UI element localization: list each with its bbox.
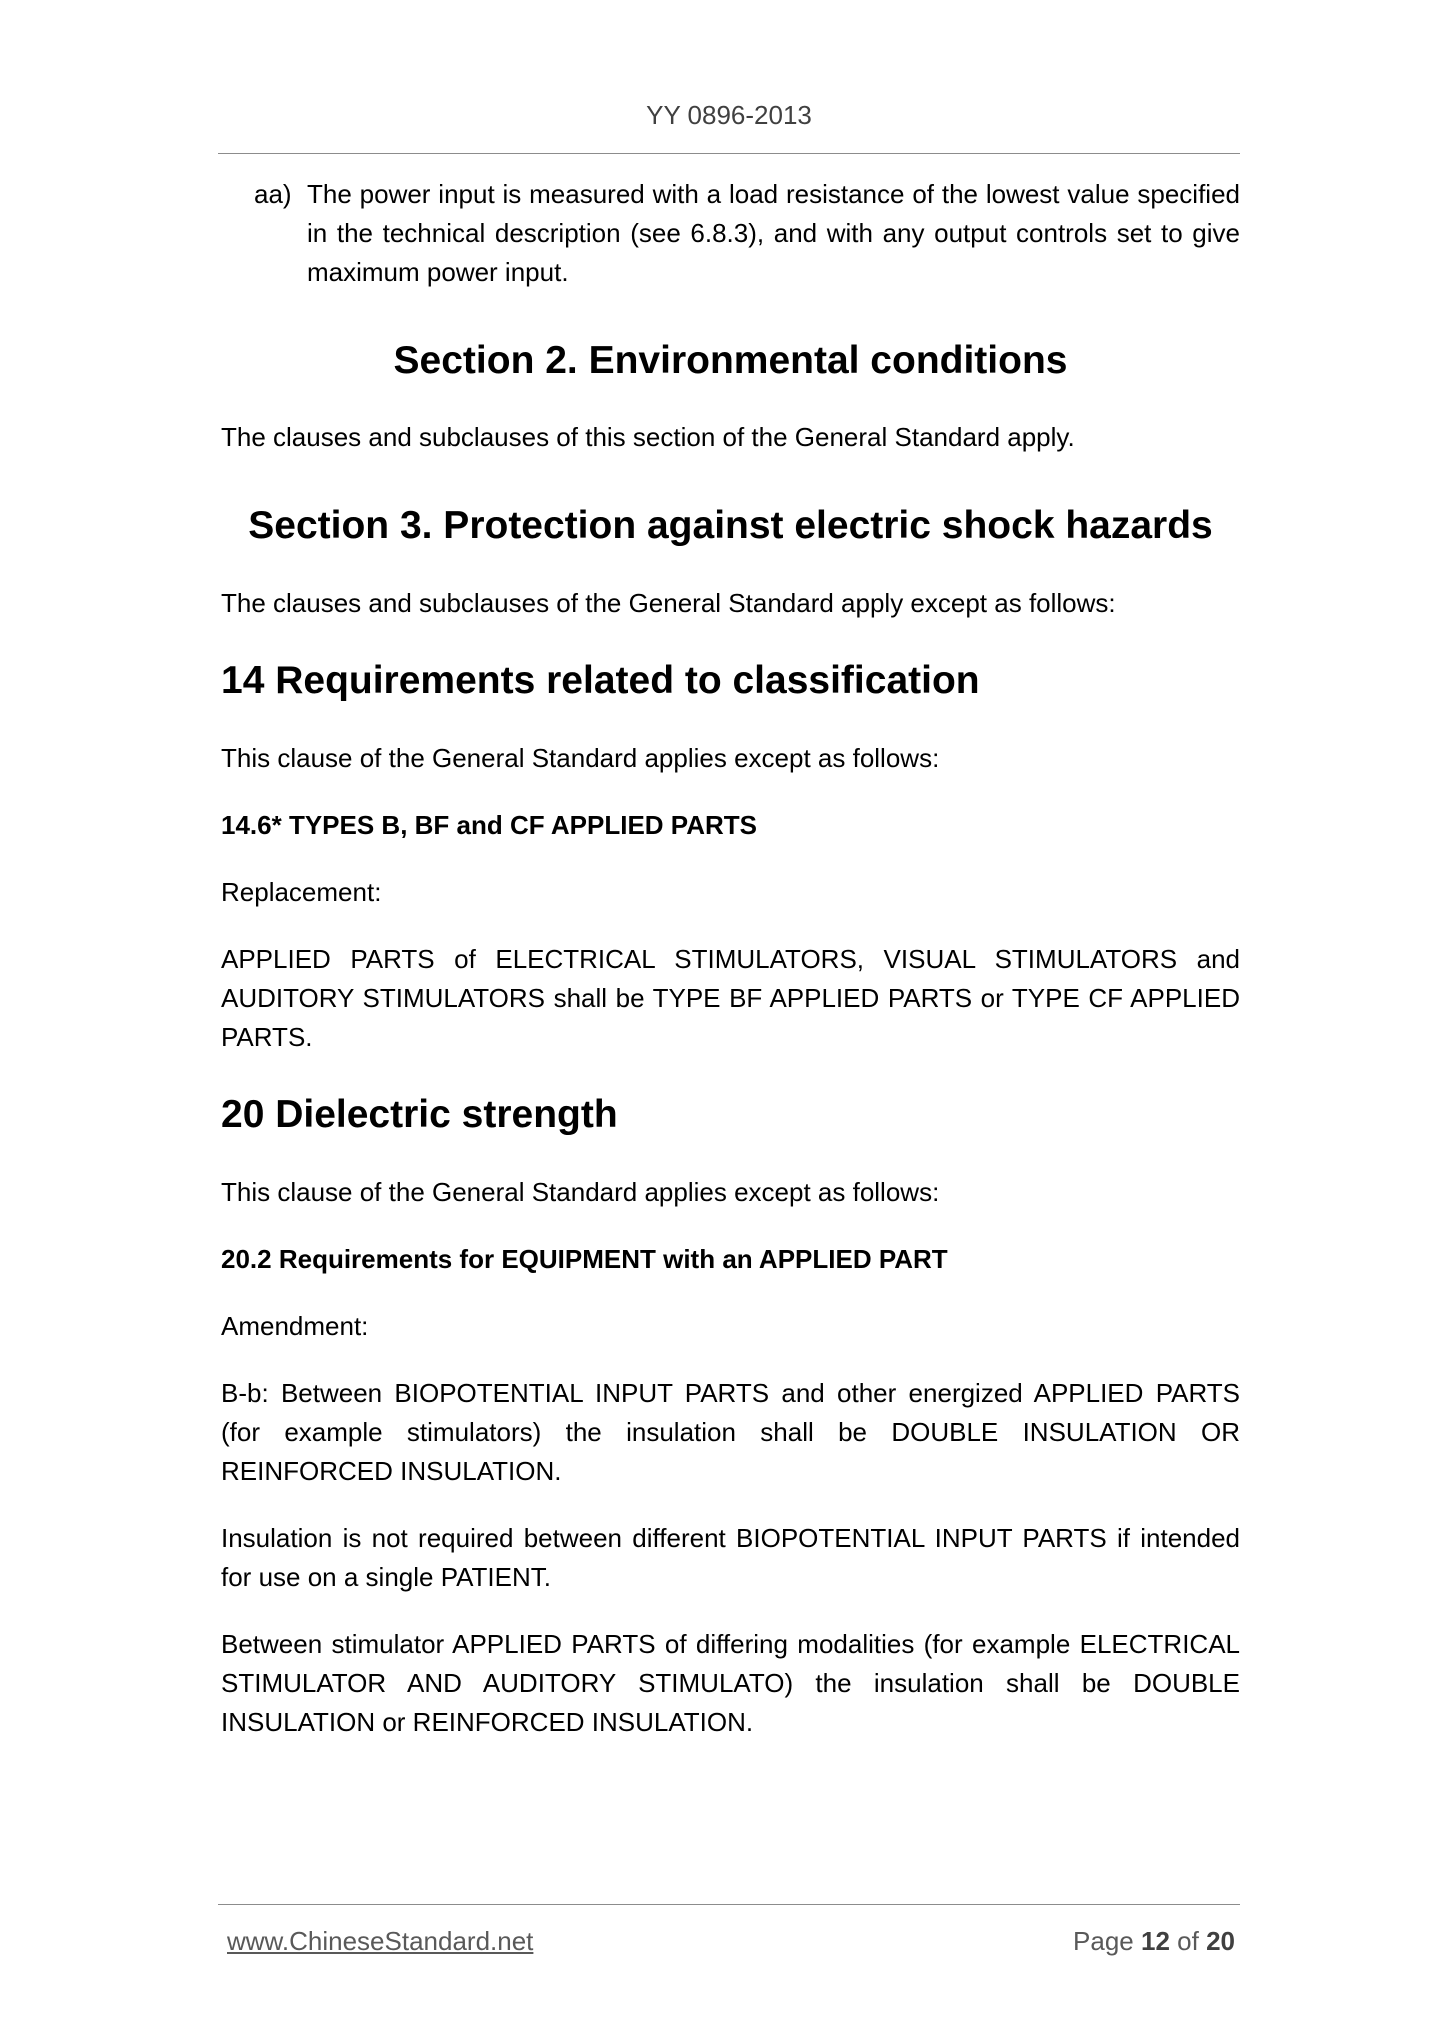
section-3-text: The clauses and subclauses of the General Standard apply except as follows:	[221, 588, 1116, 618]
list-item-aa	[221, 175, 1240, 292]
page-number	[1073, 1926, 1235, 1957]
list-item-text: The power input is measured with a load resistance of the lowest value specified in the technical description (see 6.8.3), and with any output controls set to give maximum power input.	[307, 179, 1240, 287]
clause-20-heading: 20 Dielectric strength	[221, 1093, 618, 1136]
clause-20-paragraph: Insulation is not required between different BIOPOTENTIAL INPUT PARTS if intended for use on a single PATIENT.	[221, 1523, 1240, 1592]
clause-14-label: Replacement:	[221, 877, 382, 907]
clause-20-intro: This clause of the General Standard applies except as follows:	[221, 1177, 940, 1207]
list-item-marker: aa)	[254, 179, 292, 209]
clause-20-paragraph: B-b: Between BIOPOTENTIAL INPUT PARTS and other energized APPLIED PARTS (for example stimulators) the insulation shall be DOUBLE INSULATION OR REINFORCED INSULATION.	[221, 1378, 1240, 1486]
clause-14-text: APPLIED PARTS of ELECTRICAL STIMULATORS, VISUAL STIMULATORS and AUDITORY STIMULATORS shall be TYPE BF APPLIED PARTS or TYPE CF APPLIED PARTS.	[221, 944, 1240, 1052]
page-label: Page	[1073, 1926, 1134, 1956]
page-of-label: of	[1177, 1926, 1199, 1956]
page-current: 12	[1141, 1926, 1170, 1956]
section-2-heading: Section 2. Environmental conditions	[393, 339, 1068, 382]
section-2-text: The clauses and subclauses of this section of the General Standard apply.	[221, 422, 1075, 452]
section-3-heading: Section 3. Protection against electric shock hazards	[248, 504, 1213, 547]
subclause-20-2-heading: 20.2 Requirements for EQUIPMENT with an APPLIED PART	[221, 1244, 948, 1274]
clause-14-intro: This clause of the General Standard applies except as follows:	[221, 743, 940, 773]
page-header-doc-code: YY 0896-2013	[646, 100, 812, 130]
subclause-14-6-heading: 14.6* TYPES B, BF and CF APPLIED PARTS	[221, 810, 757, 840]
clause-14-heading: 14 Requirements related to classification	[221, 659, 980, 702]
clause-20-paragraph: Between stimulator APPLIED PARTS of differing modalities (for example ELECTRICAL STIMULATOR AND AUDITORY STIMULATO) the insulation shall be DOUBLE INSULATION or REINFORCED INSULATION.	[221, 1629, 1240, 1737]
document-body	[221, 175, 1240, 1742]
clause-20-label: Amendment:	[221, 1311, 369, 1341]
footer-divider	[218, 1904, 1240, 1905]
footer-website-link[interactable]: www.ChineseStandard.net	[227, 1926, 534, 1956]
header-divider	[218, 153, 1240, 154]
page-total: 20	[1206, 1926, 1235, 1956]
